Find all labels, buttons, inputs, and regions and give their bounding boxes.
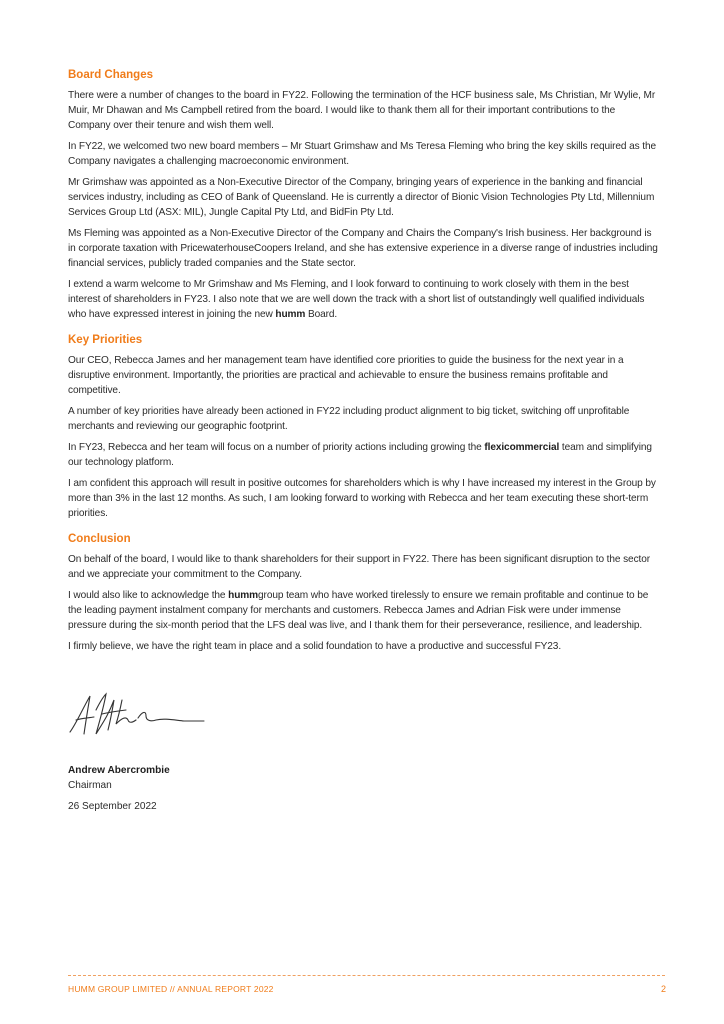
conclusion-paragraph-2 <box>68 588 660 633</box>
brand-name: flexicommercial <box>484 442 560 453</box>
signatory-block <box>68 763 170 814</box>
key-priorities-paragraph-3 <box>68 440 660 470</box>
signatory-name: Andrew Abercrombie <box>68 765 170 776</box>
key-priorities-paragraph-2: A number of key priorities have already been actioned in FY22 including product alignment to big ticket, switching off unprofitable merchants and reviewing our geographic footprint. <box>68 406 630 432</box>
paragraph-text: group team who have worked tirelessly to ensure we remain profitable and continue to be the leading payment instalment company for merchants and customers. Rebecca James and Adrian Fisk were under immense pressure during the six-month period that the LFS deal was live, and I thank them for their perseverance, resilience, and leadership. <box>68 590 649 631</box>
letter-body <box>68 68 660 660</box>
board-changes-paragraph-1: There were a number of changes to the board in FY22. Following the termination of the HCF business sale, Ms Christian, Mr Wylie, Mr Muir, Mr Dhawan and Ms Campbell retired from the board. I would like to thank them all for their important contributions to the Company over their tenure and wish them well. <box>68 90 656 131</box>
signatory-title: Chairman <box>68 780 112 791</box>
board-changes-paragraph-3: Mr Grimshaw was appointed as a Non-Executive Director of the Company, bringing years of experience in the banking and financial services industry, including as CEO of Bank of Queensland. He is currently a director of Bionic Vision Technologies Pty Ltd, Millennium Services Group Ltd (ASX: MIL), Jungle Capital Pty Ltd, and BidFin Pty Ltd. <box>68 177 655 218</box>
footer-report-title: HUMM GROUP LIMITED // ANNUAL REPORT 2022 <box>68 984 274 994</box>
key-priorities-paragraph-1: Our CEO, Rebecca James and her management team have identified core priorities to guide the business for the next year in a disruptive environment. Importantly, the priorities are practical and achievable to ensure the business remains profitable and competitive. <box>68 355 624 396</box>
board-changes-heading: Board Changes <box>68 69 153 81</box>
page-number: 2 <box>660 984 666 994</box>
board-changes-paragraph-2: In FY22, we welcomed two new board members – Mr Stuart Grimshaw and Ms Teresa Fleming who bring the key skills required as the Company navigates a challenging macroeconomic environment. <box>68 141 657 167</box>
conclusion-heading: Conclusion <box>68 533 131 545</box>
signature <box>66 690 206 738</box>
board-changes-paragraph-4: Ms Fleming was appointed as a Non-Executive Director of the Company and Chairs the Company's Irish business. Her background is in corporate taxation with PricewaterhouseCoopers Ireland, and she has extensive experience in a diverse range of industries including financial services, publicly traded companies and the State sector. <box>68 228 658 269</box>
signoff-date: 26 September 2022 <box>68 801 157 812</box>
conclusion-paragraph-3: I firmly believe, we have the right team in place and a solid foundation to have a productive and successful FY23. <box>68 641 562 652</box>
key-priorities-heading: Key Priorities <box>68 334 143 346</box>
paragraph-text: team and simplifying our technology platform. <box>68 442 652 468</box>
conclusion-paragraph-1: On behalf of the board, I would like to thank shareholders for their support in FY22. There has been significant disruption to the sector and we appreciate your commitment to the Company. <box>68 554 650 580</box>
paragraph-text: Board. <box>305 309 338 320</box>
paragraph-text: I would also like to acknowledge the <box>68 590 229 601</box>
paragraph-text: In FY23, Rebecca and her team will focus on a number of priority actions including growing the <box>68 442 485 453</box>
brand-name: humm <box>275 309 306 320</box>
handwritten-signature-icon <box>66 690 206 738</box>
footer-divider <box>68 975 665 976</box>
key-priorities-paragraph-4: I am confident this approach will result in positive outcomes for shareholders which is why I have increased my interest in the Group by more than 3% in the last 12 months. As such, I am looking forward to working with Rebecca and her team executing these short-term priorities. <box>68 478 656 519</box>
paragraph-text: I extend a warm welcome to Mr Grimshaw and Ms Fleming, and I look forward to continuing to work closely with them in the best interest of shareholders in FY23. I also note that we are well down the track with a short list of outstandingly well qualified individuals who have expressed interest in joining the new <box>68 279 645 320</box>
board-changes-paragraph-5 <box>68 277 660 322</box>
brand-name: humm <box>228 590 259 601</box>
